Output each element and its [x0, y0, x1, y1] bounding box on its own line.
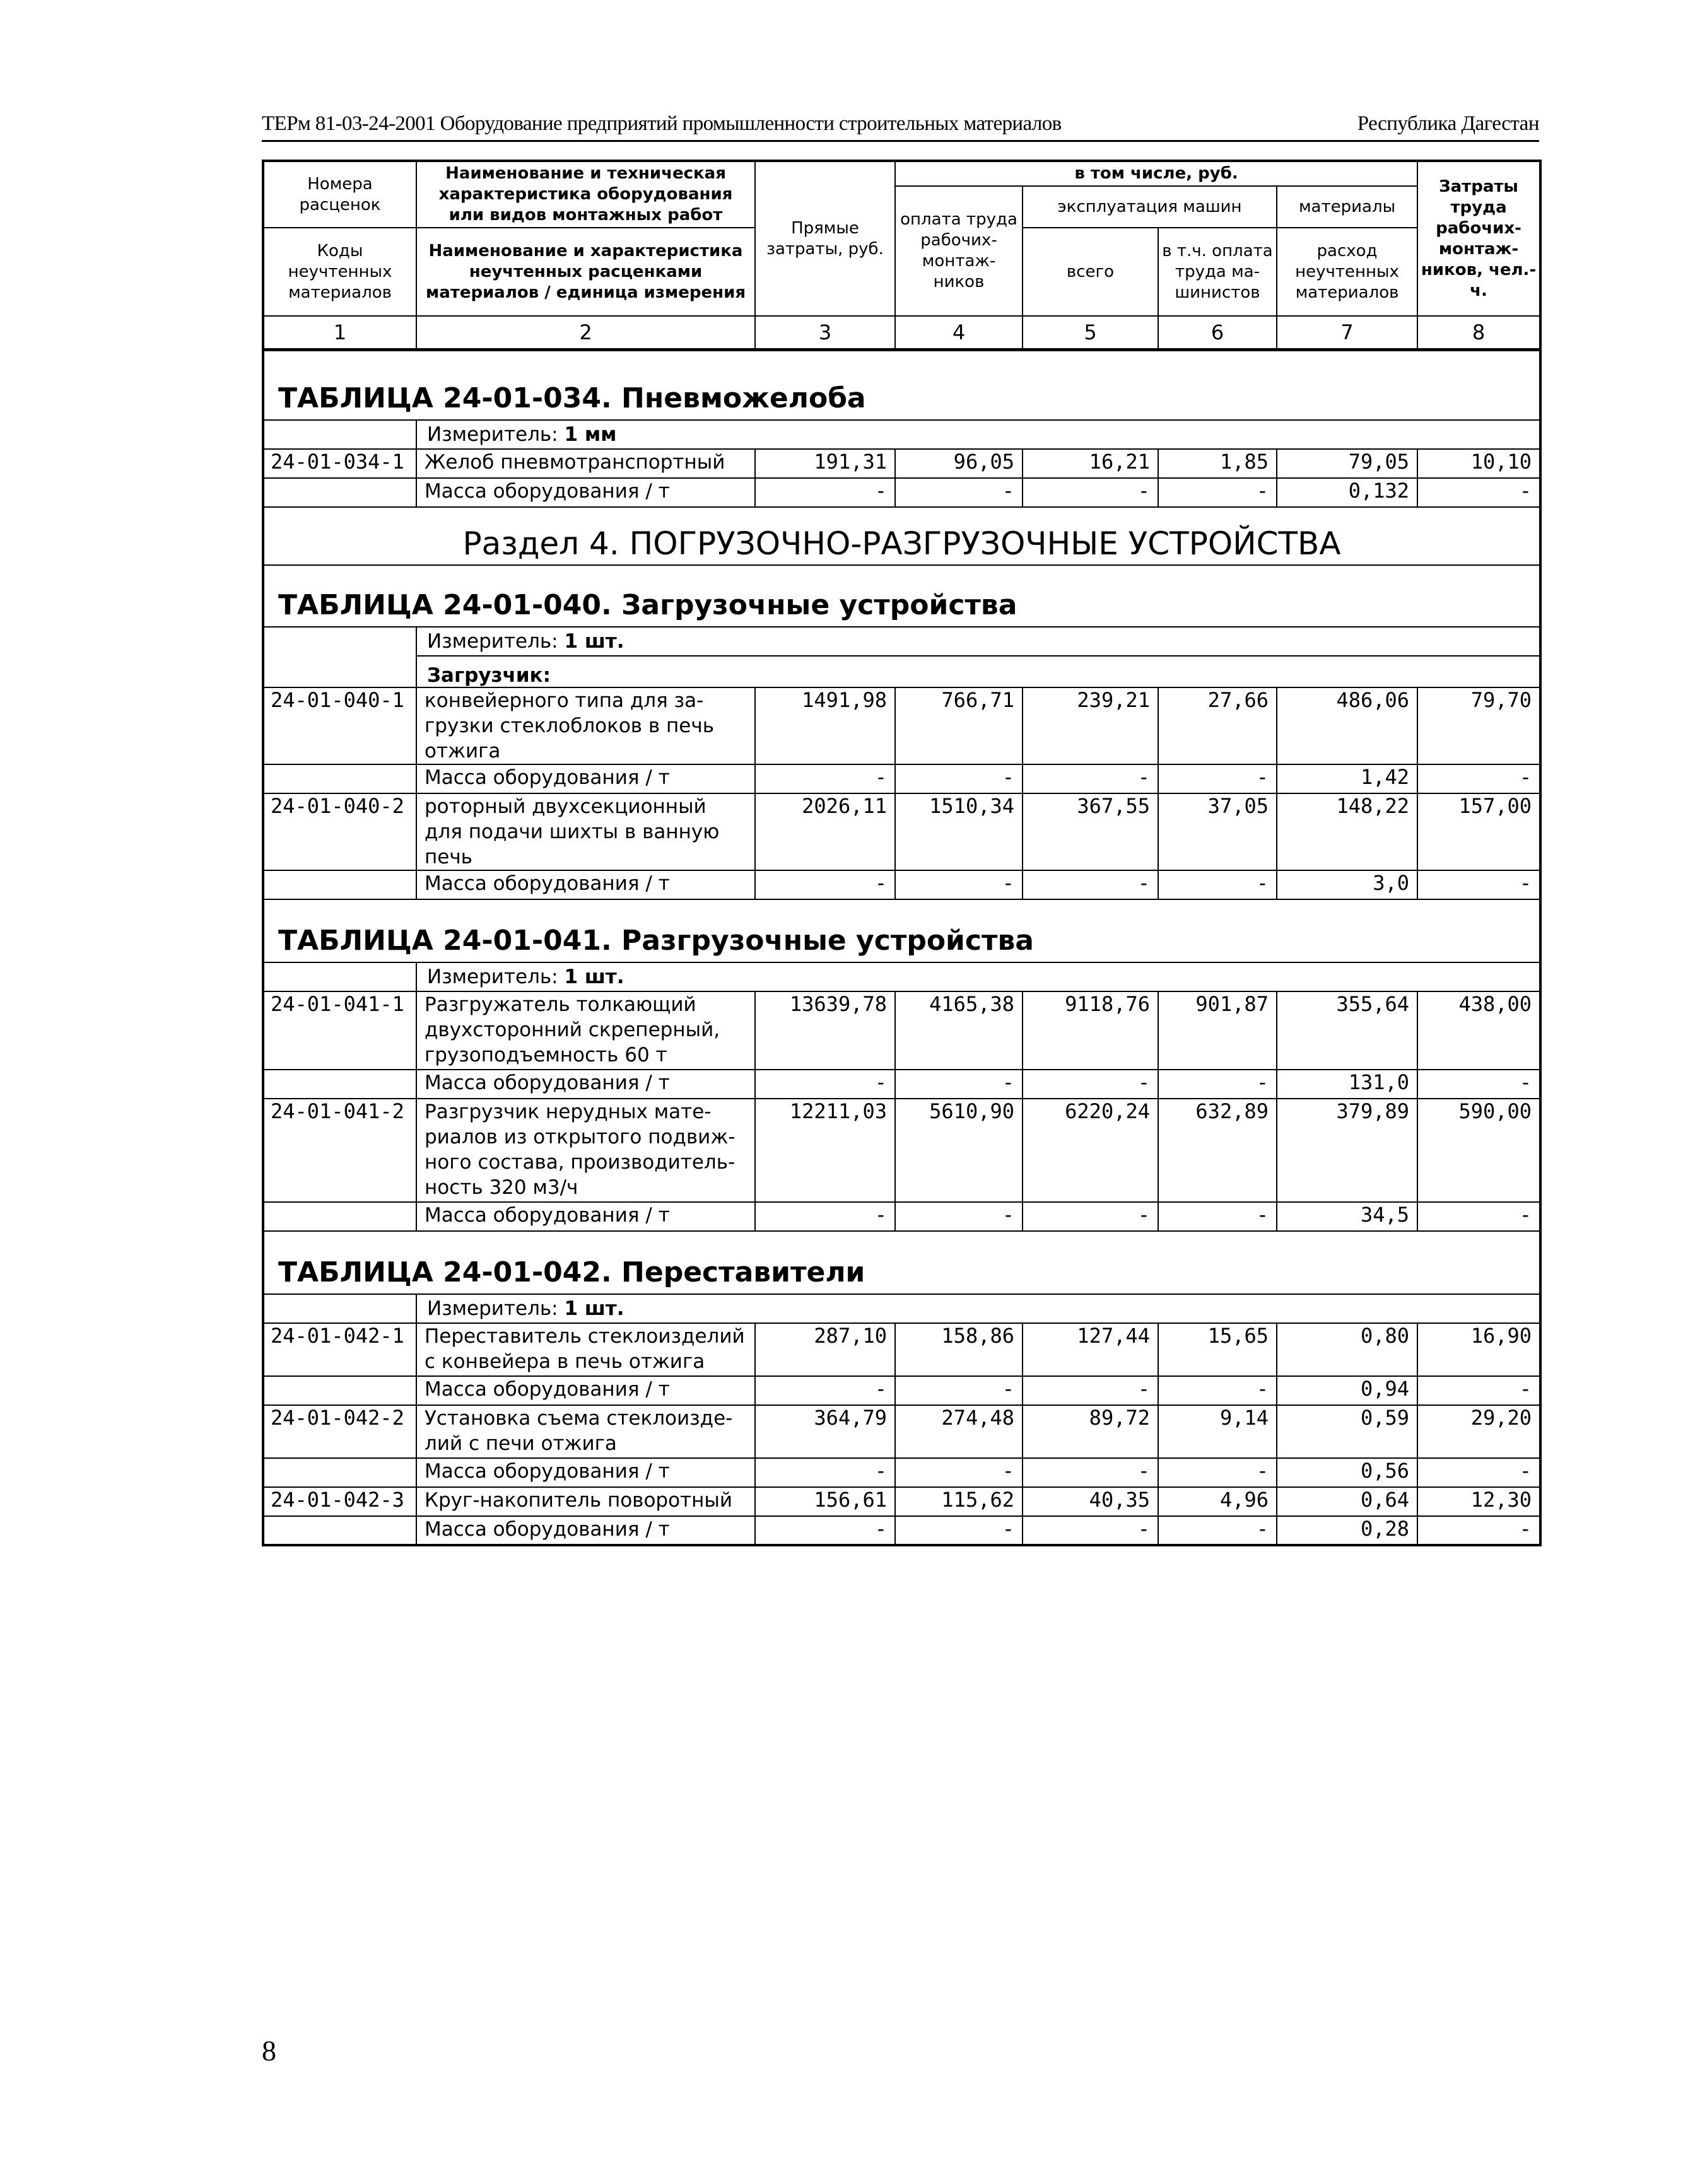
rate-name: Масса оборудования / т — [416, 1376, 755, 1405]
labor-pay: 4165,38 — [895, 991, 1023, 1070]
materials: 79,05 — [1277, 449, 1417, 478]
rate-name: Масса оборудования / т — [416, 1516, 755, 1545]
labor-pay: - — [895, 1070, 1023, 1099]
materials: 0,59 — [1277, 1405, 1417, 1458]
table-row — [263, 687, 1540, 764]
machinist-pay: 1,85 — [1158, 449, 1277, 478]
machinist-pay: 4,96 — [1158, 1487, 1277, 1516]
rate-code: 24-01-041-2 — [263, 1099, 416, 1202]
direct-costs: - — [755, 1516, 895, 1545]
labor-hours: - — [1417, 478, 1540, 507]
column-number: 4 — [895, 316, 1023, 350]
header-materials: материалы — [1277, 186, 1417, 228]
table-row — [263, 1376, 1540, 1405]
table-title: ТАБЛИЦА 24-01-034. Пневможелоба — [263, 350, 1540, 421]
labor-hours: 157,00 — [1417, 793, 1540, 870]
table-row — [263, 764, 1540, 793]
table-title: ТАБЛИЦА 24-01-041. Разгрузочные устройства — [263, 899, 1540, 962]
labor-pay: 96,05 — [895, 449, 1023, 478]
measure-label: Измеритель: — [427, 423, 558, 446]
header-machines-total: всего — [1023, 228, 1158, 316]
labor-pay: - — [895, 1516, 1023, 1545]
machinist-pay: - — [1158, 1202, 1277, 1231]
materials: 0,132 — [1277, 478, 1417, 507]
table-row — [263, 793, 1540, 870]
rate-code: 24-01-040-1 — [263, 687, 416, 764]
rate-name: Масса оборудования / т — [416, 870, 755, 899]
column-numbers — [263, 316, 1540, 350]
rate-code: 24-01-042-1 — [263, 1323, 416, 1376]
materials: 379,89 — [1277, 1099, 1417, 1202]
header-name: Наименование и техническая характеристика оборудования или видов монтажных работ — [416, 161, 755, 228]
machines-total: 367,55 — [1023, 793, 1158, 870]
document-title: ТЕРм 81-03-24-2001 Оборудование предприятий промышленности строительных материалов — [262, 112, 1062, 135]
labor-pay: - — [895, 1458, 1023, 1487]
page-header — [262, 107, 1539, 142]
machinist-pay: - — [1158, 1458, 1277, 1487]
labor-hours: 590,00 — [1417, 1099, 1540, 1202]
labor-hours: 438,00 — [1417, 991, 1540, 1070]
machines-total: 89,72 — [1023, 1405, 1158, 1458]
labor-pay: 274,48 — [895, 1405, 1023, 1458]
measure-label: Измеритель: — [427, 966, 558, 988]
rate-code — [263, 1202, 416, 1231]
table-row — [263, 1323, 1540, 1376]
rate-name: Переставитель стеклоизделий с конвейера в печь отжига — [416, 1323, 755, 1376]
measure — [416, 1294, 1540, 1323]
machinist-pay: - — [1158, 870, 1277, 899]
header-material-consumption: расход неучтенных материалов — [1277, 228, 1417, 316]
measure-value: 1 шт. — [564, 630, 624, 653]
direct-costs: 364,79 — [755, 1405, 895, 1458]
machines-total: - — [1023, 1516, 1158, 1545]
labor-hours: 10,10 — [1417, 449, 1540, 478]
materials: 355,64 — [1277, 991, 1417, 1070]
labor-hours: - — [1417, 870, 1540, 899]
labor-pay: - — [895, 870, 1023, 899]
machinist-pay: - — [1158, 478, 1277, 507]
measure-label: Измеритель: — [427, 630, 558, 653]
materials: 3,0 — [1277, 870, 1417, 899]
labor-pay: 5610,90 — [895, 1099, 1023, 1202]
measure-label: Измеритель: — [427, 1297, 558, 1320]
rate-code: 24-01-042-3 — [263, 1487, 416, 1516]
table-title: ТАБЛИЦА 24-01-040. Загрузочные устройства — [263, 565, 1540, 627]
direct-costs: - — [755, 1376, 895, 1405]
rate-code: 24-01-034-1 — [263, 449, 416, 478]
rate-code — [263, 1458, 416, 1487]
direct-costs: - — [755, 1202, 895, 1231]
column-number: 2 — [416, 316, 755, 350]
materials: 131,0 — [1277, 1070, 1417, 1099]
direct-costs: - — [755, 1070, 895, 1099]
measure-value: 1 мм — [564, 423, 617, 446]
rate-name: Круг-накопитель поворотный — [416, 1487, 755, 1516]
machines-total: 40,35 — [1023, 1487, 1158, 1516]
materials: 0,94 — [1277, 1376, 1417, 1405]
labor-hours: - — [1417, 764, 1540, 793]
group-label: Загрузчик: — [416, 656, 1540, 687]
rate-code — [263, 870, 416, 899]
materials: 0,56 — [1277, 1458, 1417, 1487]
direct-costs: 13639,78 — [755, 991, 895, 1070]
header-machinist-pay: в т.ч. оплата труда ма-шинистов — [1158, 228, 1277, 316]
measure-value: 1 шт. — [564, 966, 624, 988]
rate-code — [263, 764, 416, 793]
direct-costs: 191,31 — [755, 449, 895, 478]
header-machines: эксплуатация машин — [1023, 186, 1277, 228]
materials: 0,64 — [1277, 1487, 1417, 1516]
rate-code — [263, 1376, 416, 1405]
header-labor-hours: Затраты труда рабочих-монтаж-ников, чел.-ч. — [1417, 161, 1540, 316]
table-row — [263, 478, 1540, 507]
machines-total: 127,44 — [1023, 1323, 1158, 1376]
column-number: 3 — [755, 316, 895, 350]
rate-name: конвейерного типа для за-грузки стеклоблоков в печь отжига — [416, 687, 755, 764]
table-row — [263, 991, 1540, 1070]
labor-pay: 158,86 — [895, 1323, 1023, 1376]
header-material-codes: Коды неучтенных материалов — [263, 228, 416, 316]
machinist-pay: 632,89 — [1158, 1099, 1277, 1202]
rate-name: Масса оборудования / т — [416, 764, 755, 793]
direct-costs: - — [755, 764, 895, 793]
direct-costs: 287,10 — [755, 1323, 895, 1376]
table-row — [263, 1099, 1540, 1202]
rate-code: 24-01-040-2 — [263, 793, 416, 870]
table-row — [263, 1516, 1540, 1545]
table-row — [263, 1405, 1540, 1458]
rate-name: Разгружатель толкающий двухсторонний скреперный, грузоподъемность 60 т — [416, 991, 755, 1070]
rate-name: Разгрузчик нерудных мате-риалов из открытого подвиж-ного состава, производитель-ность 320 м3/ч — [416, 1099, 755, 1202]
direct-costs: 156,61 — [755, 1487, 895, 1516]
measure — [416, 627, 1540, 656]
labor-pay: - — [895, 1376, 1023, 1405]
labor-pay: - — [895, 1202, 1023, 1231]
machines-total: 16,21 — [1023, 449, 1158, 478]
direct-costs: 1491,98 — [755, 687, 895, 764]
labor-pay: 766,71 — [895, 687, 1023, 764]
table-row — [263, 1487, 1540, 1516]
labor-pay: 1510,34 — [895, 793, 1023, 870]
machinist-pay: - — [1158, 1070, 1277, 1099]
rate-name: Масса оборудования / т — [416, 1458, 755, 1487]
labor-hours: - — [1417, 1070, 1540, 1099]
direct-costs: 12211,03 — [755, 1099, 895, 1202]
direct-costs: - — [755, 870, 895, 899]
column-number: 7 — [1277, 316, 1417, 350]
materials: 0,80 — [1277, 1323, 1417, 1376]
labor-pay: - — [895, 764, 1023, 793]
rate-code — [263, 1516, 416, 1545]
header-rate-number: Номера расценок — [263, 161, 416, 228]
measure — [416, 962, 1540, 991]
header-labor-pay: оплата труда рабочих-монтаж-ников — [895, 186, 1023, 316]
machines-total: - — [1023, 1376, 1158, 1405]
labor-pay: 115,62 — [895, 1487, 1023, 1516]
rate-name: Масса оборудования / т — [416, 1202, 755, 1231]
machinist-pay: 15,65 — [1158, 1323, 1277, 1376]
table-title: ТАБЛИЦА 24-01-042. Переставители — [263, 1231, 1540, 1294]
materials: 34,5 — [1277, 1202, 1417, 1231]
labor-pay: - — [895, 478, 1023, 507]
table-row — [263, 870, 1540, 899]
direct-costs: - — [755, 478, 895, 507]
header-material-names: Наименование и характеристика неучтенных расценками материалов / единица измерения — [416, 228, 755, 316]
machines-total: 9118,76 — [1023, 991, 1158, 1070]
materials: 0,28 — [1277, 1516, 1417, 1545]
machinist-pay: 37,05 — [1158, 793, 1277, 870]
materials: 1,42 — [1277, 764, 1417, 793]
materials: 148,22 — [1277, 793, 1417, 870]
labor-hours: 29,20 — [1417, 1405, 1540, 1458]
machinist-pay: - — [1158, 764, 1277, 793]
machinist-pay: - — [1158, 1376, 1277, 1405]
column-number: 6 — [1158, 316, 1277, 350]
direct-costs: 2026,11 — [755, 793, 895, 870]
labor-hours: - — [1417, 1376, 1540, 1405]
machines-total: 6220,24 — [1023, 1099, 1158, 1202]
materials: 486,06 — [1277, 687, 1417, 764]
labor-hours: - — [1417, 1516, 1540, 1545]
region-name: Республика Дагестан — [1357, 112, 1539, 135]
labor-hours: - — [1417, 1458, 1540, 1487]
machines-total: - — [1023, 764, 1158, 793]
machines-total: 239,21 — [1023, 687, 1158, 764]
rates-table — [262, 160, 1542, 1546]
labor-hours: 79,70 — [1417, 687, 1540, 764]
machines-total: - — [1023, 1458, 1158, 1487]
machinist-pay: 27,66 — [1158, 687, 1277, 764]
machinist-pay: 901,87 — [1158, 991, 1277, 1070]
table-row — [263, 449, 1540, 478]
machines-total: - — [1023, 478, 1158, 507]
machinist-pay: 9,14 — [1158, 1405, 1277, 1458]
table-row — [263, 1202, 1540, 1231]
labor-hours: 16,90 — [1417, 1323, 1540, 1376]
direct-costs: - — [755, 1458, 895, 1487]
table-row — [263, 1458, 1540, 1487]
labor-hours: 12,30 — [1417, 1487, 1540, 1516]
rate-name: роторный двухсекционный для подачи шихты в ванную печь — [416, 793, 755, 870]
measure — [416, 420, 1540, 449]
machines-total: - — [1023, 1202, 1158, 1231]
rate-code: 24-01-042-2 — [263, 1405, 416, 1458]
column-number: 5 — [1023, 316, 1158, 350]
machines-total: - — [1023, 1070, 1158, 1099]
column-number: 8 — [1417, 316, 1540, 350]
header-group: в том числе, руб. — [895, 161, 1417, 186]
rate-name: Масса оборудования / т — [416, 478, 755, 507]
machinist-pay: - — [1158, 1516, 1277, 1545]
page-number: 8 — [262, 2035, 276, 2067]
rate-name: Желоб пневмотранспортный — [416, 449, 755, 478]
measure-value: 1 шт. — [564, 1297, 624, 1320]
section-title: Раздел 4. ПОГРУЗОЧНО-РАЗГРУЗОЧНЫЕ УСТРОЙСТВА — [263, 507, 1540, 565]
rate-name: Масса оборудования / т — [416, 1070, 755, 1099]
rate-code — [263, 1070, 416, 1099]
rate-code: 24-01-041-1 — [263, 991, 416, 1070]
column-number: 1 — [263, 316, 416, 350]
rate-name: Установка съема стеклоизде-лий с печи отжига — [416, 1405, 755, 1458]
header-direct-costs: Прямые затраты, руб. — [755, 161, 895, 316]
rate-code — [263, 478, 416, 507]
labor-hours: - — [1417, 1202, 1540, 1231]
table-row — [263, 1070, 1540, 1099]
machines-total: - — [1023, 870, 1158, 899]
